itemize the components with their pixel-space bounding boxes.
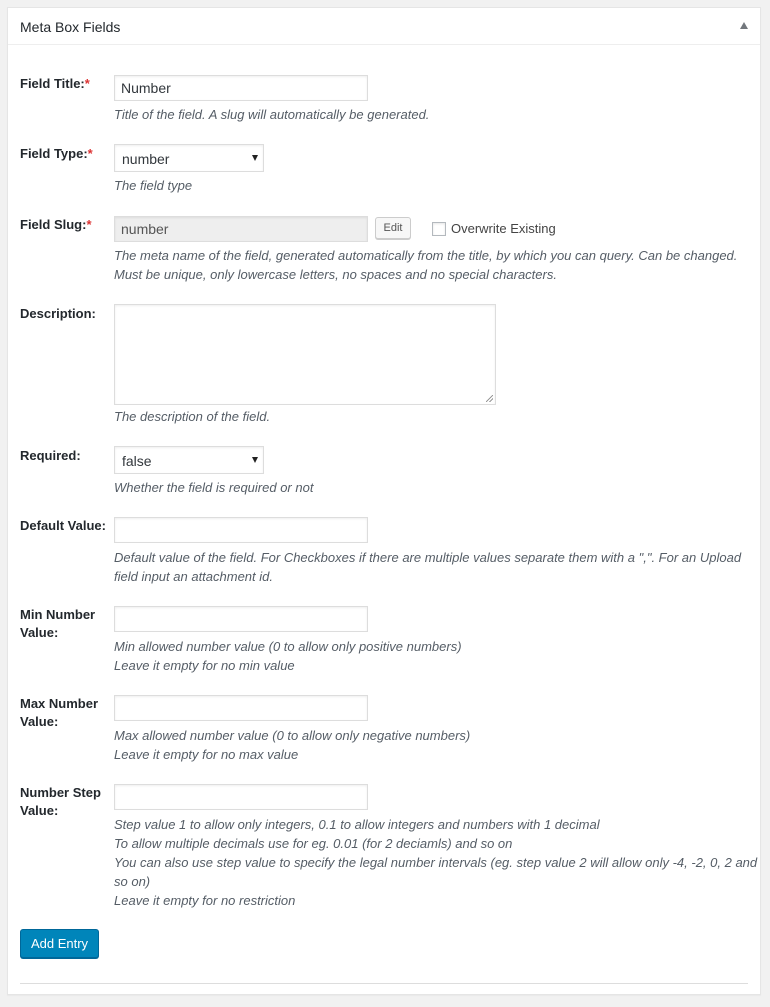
max-number-label: Max Number Value: — [20, 696, 99, 729]
description-label: Description: — [20, 306, 96, 321]
min-number-description-line: Leave it empty for no min value — [114, 658, 295, 673]
min-number-label: Min Number Value: — [20, 607, 96, 640]
min-number-input[interactable] — [114, 606, 368, 632]
field-title-label-text: Field Title: — [20, 76, 85, 91]
step-value-description — [114, 815, 758, 910]
max-number-description — [114, 726, 744, 764]
field-type-description: The field type — [114, 178, 193, 193]
field-slug-label-text: Field Slug: — [20, 217, 87, 232]
max-number-description-line: Leave it empty for no max value — [114, 747, 299, 762]
field-slug-description-line: The meta name of the field, generated automatically from the title, by which you can query. Can be changed. — [114, 248, 738, 263]
panel-header[interactable] — [8, 8, 760, 45]
required-select[interactable] — [114, 446, 264, 474]
default-value-input[interactable] — [114, 517, 368, 543]
required-marker: * — [84, 76, 90, 91]
meta-box-fields-panel — [7, 7, 761, 995]
required-description: Whether the field is required or not — [114, 480, 314, 495]
default-value-description — [114, 548, 744, 586]
field-slug-input[interactable] — [114, 216, 368, 242]
field-type-label-text: Field Type: — [20, 146, 88, 161]
field-type-label — [20, 145, 115, 163]
panel-title: Meta Box Fields — [20, 19, 121, 35]
field-type-select[interactable] — [114, 144, 264, 172]
max-number-description-line: Max allowed number value (0 to allow only negative numbers) — [114, 728, 471, 743]
step-value-description-line: so on) — [114, 874, 151, 889]
field-type-selected-value: number — [122, 151, 170, 167]
step-value-label: Number Step Value: — [20, 785, 101, 818]
default-value-description-line: field input an attachment id. — [114, 569, 273, 584]
resize-grip-icon[interactable] — [486, 395, 493, 402]
description-textarea[interactable] — [114, 304, 496, 405]
required-label: Required: — [20, 448, 81, 463]
field-slug-description — [114, 246, 744, 284]
default-value-label: Default Value: — [20, 518, 106, 533]
required-selected-value: false — [122, 453, 152, 469]
max-number-input[interactable] — [114, 695, 368, 721]
overwrite-existing-label[interactable]: Overwrite Existing — [451, 221, 556, 236]
required-marker: * — [86, 217, 92, 232]
min-number-description — [114, 637, 744, 675]
default-value-description-line: Default value of the field. For Checkboxes if there are multiple values separate them with a ",". For an Upload — [114, 550, 742, 565]
edit-slug-button[interactable]: Edit — [375, 217, 411, 239]
collapse-toggle-icon[interactable] — [740, 22, 748, 29]
step-value-description-line: Leave it empty for no restriction — [114, 893, 296, 908]
step-value-description-line: To allow multiple decimals use for eg. 0.01 (for 2 deciamls) and so on — [114, 836, 513, 851]
field-title-input[interactable] — [114, 75, 368, 101]
step-value-description-line: You can also use step value to specify the legal number intervals (eg. step value 2 will allow only -4, -2, 0, 2 and — [114, 855, 758, 870]
required-marker: * — [87, 146, 93, 161]
field-title-label — [20, 75, 115, 93]
footer-divider — [20, 983, 748, 984]
step-value-input[interactable] — [114, 784, 368, 810]
description-description: The description of the field. — [114, 409, 271, 424]
step-value-description-line: Step value 1 to allow only integers, 0.1 to allow integers and numbers with 1 decimal — [114, 817, 600, 832]
field-slug-description-line: Must be unique, only lowercase letters, no spaces and no special characters. — [114, 267, 557, 282]
dropdown-arrow-icon — [252, 155, 258, 161]
field-slug-label — [20, 216, 115, 234]
min-number-description-line: Min allowed number value (0 to allow only positive numbers) — [114, 639, 462, 654]
field-title-description: Title of the field. A slug will automatically be generated. — [114, 107, 430, 122]
overwrite-existing-checkbox[interactable] — [432, 222, 446, 236]
dropdown-arrow-icon — [252, 457, 258, 463]
add-entry-button[interactable]: Add Entry — [20, 929, 99, 958]
